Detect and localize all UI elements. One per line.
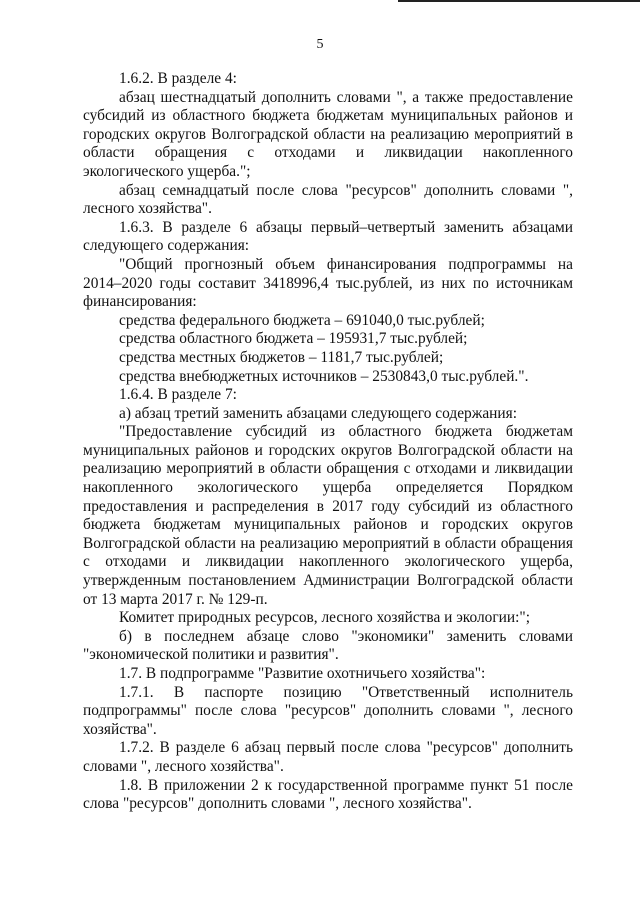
paragraph: а) абзац третий заменить абзацами следующего содержания: [119,404,518,422]
paragraph: 1.7. В подпрограмме "Развитие охотничьего хозяйства": [119,665,486,682]
paragraph: Комитет природных ресурсов, лесного хозяйства и экологии:"; [119,609,530,627]
paragraph: 1.7.2. В разделе 6 абзац первый после слова "ресурсов" дополнить словами ", лесного хозяйства". [83,739,573,775]
paragraph: "Предоставление субсидий из областного бюджета бюджетам муниципальных районов и городских округов Волгоградской области на реализацию мероприятий в области обращения с отходами и ликвидации накопленного экологического ущерба определяется Порядком предоставления и распределения в 2017 году субсидий из областного бюджета бюджетам муниципальных районов и городских округов Волгоградской области на реализацию мероприятий в области обращения с отходами и ликвидации накопленного экологического ущерба, утвержденным постановлением Администрации Волгоградской области от 13 марта 2017 г. № 129-п. [83,423,573,608]
paragraph: 1.6.3. В разделе 6 абзацы первый–четвертый заменить абзацами следующего содержания: [83,218,573,255]
paragraph: абзац шестнадцатый дополнить словами ", а также предоставление субсидий из областного бюджета бюджетам муниципальных районов и городских округов Волгоградской области на реализацию мероприятий в области обращения с отходами и ликвидации накопленного экологического ущерба."; [83,88,573,180]
paragraph: 1.8. В приложении 2 к государственной программе пункт 51 после слова "ресурсов" дополнить словами ", лесного хозяйства". [83,776,573,813]
paragraph: 1.6.2. В разделе 4: [119,70,237,87]
top-edge-line [398,0,640,2]
page-number: 5 [316,37,324,52]
paragraph: б) в последнем абзаце слово "экономики" заменить словами "экономической политики и развития". [83,627,573,664]
paragraph: средства местных бюджетов – 1181,7 тыс.рублей; [119,348,444,366]
paragraph: 1.6.4. В разделе 7: [119,386,237,404]
paragraph: "Общий прогнозный объем финансирования подпрограммы на 2014–2020 годы составит 3418996,4 тыс.рублей, из них по источникам финансирования: [83,255,573,311]
paragraph: 1.7.1. В паспорте позицию "Ответственный исполнитель подпрограммы" после слова "ресурсов" дополнить словами ", лесного хозяйства". [83,683,573,738]
paragraph: средства областного бюджета – 195931,7 тыс.рублей; [119,330,468,348]
document-body [83,70,573,814]
paragraph: средства внебюджетных источников – 2530843,0 тыс.рублей.". [119,367,529,385]
paragraph: средства федерального бюджета – 691040,0 тыс.рублей; [119,311,485,329]
paragraph: абзац семнадцатый после слова "ресурсов" дополнить словами ", лесного хозяйства". [83,181,573,218]
